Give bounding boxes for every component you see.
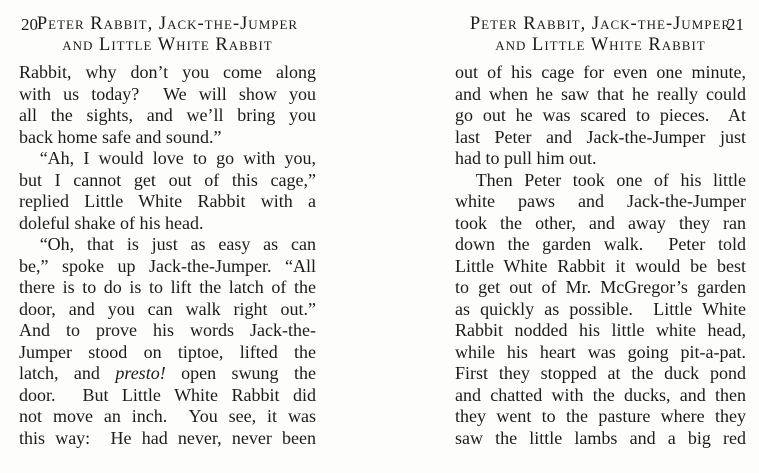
text-line bbox=[455, 127, 746, 149]
text-line bbox=[455, 320, 746, 342]
text-segment: not move an inch. You see, it was bbox=[19, 406, 316, 426]
body-text-left bbox=[19, 62, 316, 449]
text-segment: go out he was scared to pieces. At bbox=[455, 105, 746, 125]
text-segment: doleful shake of his head. bbox=[19, 212, 204, 233]
text-line bbox=[19, 256, 316, 278]
text-segment: all the sights, and we’ll bring you bbox=[19, 105, 316, 125]
text-line bbox=[455, 363, 746, 385]
body-text-right bbox=[455, 62, 746, 449]
text-line bbox=[19, 320, 316, 342]
text-segment: First they stopped at the duck pond bbox=[455, 363, 746, 383]
text-segment: latch, and bbox=[19, 363, 116, 383]
text-line bbox=[19, 406, 316, 428]
text-line bbox=[19, 234, 316, 256]
text-segment: as quickly as possible. Little White bbox=[455, 298, 746, 319]
text-line bbox=[19, 62, 316, 84]
text-line bbox=[455, 342, 746, 364]
text-line bbox=[19, 170, 316, 192]
text-line bbox=[455, 170, 746, 192]
text-line bbox=[455, 277, 746, 299]
text-line bbox=[455, 406, 746, 428]
text-line bbox=[19, 213, 316, 235]
text-line bbox=[19, 363, 316, 385]
running-head-left bbox=[19, 14, 316, 56]
text-line bbox=[19, 428, 316, 450]
text-segment: they went to the pasture where they bbox=[455, 406, 746, 426]
text-segment: replied Little White Rabbit with a bbox=[19, 191, 316, 211]
running-head-subtitle-right: and Little White Rabbit bbox=[495, 35, 706, 55]
text-segment: open swung the bbox=[165, 363, 316, 383]
text-line bbox=[455, 105, 746, 127]
text-segment: but I cannot get out of this cage,” bbox=[19, 169, 316, 190]
text-segment: And to prove his words Jack-the- bbox=[19, 320, 316, 340]
text-line bbox=[19, 148, 316, 170]
text-segment: be,” spoke up Jack-the-Jumper. “All bbox=[19, 255, 316, 276]
running-head-title-left: Peter Rabbit, Jack-the-Jumper bbox=[36, 14, 299, 34]
text-line bbox=[19, 299, 316, 321]
text-segment: “Oh, that is just as easy as can bbox=[39, 234, 316, 254]
text-segment: while his heart was going pit-a-pat. bbox=[455, 341, 746, 362]
text-segment: down the garden walk. Peter told bbox=[455, 234, 746, 254]
page-left bbox=[19, 0, 316, 449]
text-segment: to get out of Mr. McGregor’s garden bbox=[455, 277, 746, 297]
text-line bbox=[19, 277, 316, 299]
text-line bbox=[19, 342, 316, 364]
text-segment: Little White Rabbit it would be best bbox=[455, 255, 746, 276]
text-line bbox=[455, 148, 746, 170]
text-line bbox=[455, 299, 746, 321]
text-segment: this way: He had never, never been bbox=[19, 427, 316, 448]
text-segment: Then Peter took one of his little bbox=[475, 169, 746, 190]
text-line bbox=[19, 385, 316, 407]
text-line bbox=[19, 127, 316, 149]
running-head-title-right: Peter Rabbit, Jack-the-Jumper bbox=[469, 14, 732, 34]
running-head-subtitle-left: and Little White Rabbit bbox=[62, 35, 273, 55]
text-line bbox=[19, 84, 316, 106]
text-segment: “Ah, I would love to go with you, bbox=[39, 148, 316, 168]
text-line bbox=[455, 234, 746, 256]
text-line bbox=[455, 191, 746, 213]
text-segment: Jumper stood on tiptoe, lifted the bbox=[19, 341, 316, 362]
text-segment: saw the little lambs and a big red bbox=[455, 427, 746, 448]
text-line bbox=[455, 385, 746, 407]
text-line bbox=[455, 256, 746, 278]
text-segment: door. But Little White Rabbit did bbox=[19, 384, 316, 405]
running-head-right bbox=[455, 14, 746, 56]
text-line bbox=[455, 428, 746, 450]
text-segment: door, and you can walk right out.” bbox=[19, 298, 316, 319]
text-line bbox=[19, 105, 316, 127]
text-segment: white paws and Jack-the-Jumper bbox=[455, 191, 746, 211]
text-segment: took the other, and away they ran bbox=[455, 212, 746, 233]
text-segment: back home safe and sound.” bbox=[19, 126, 222, 147]
text-segment: Rabbit nodded his little white head, bbox=[455, 320, 746, 340]
text-segment: out of his cage for even one minute, bbox=[455, 62, 746, 82]
text-line bbox=[455, 62, 746, 84]
text-line bbox=[455, 213, 746, 235]
text-segment: and chatted with the ducks, and then bbox=[455, 384, 746, 405]
page-right bbox=[455, 0, 746, 449]
text-line bbox=[19, 191, 316, 213]
text-segment: had to pull him out. bbox=[455, 148, 597, 168]
text-segment: there is to do is to lift the latch of the bbox=[19, 277, 316, 297]
italic-text: presto! bbox=[115, 363, 166, 383]
text-segment: and when he saw that he really could bbox=[455, 83, 746, 104]
text-segment: with us today? We will show you bbox=[19, 83, 316, 104]
text-segment: last Peter and Jack-the-Jumper just bbox=[455, 126, 746, 147]
text-line bbox=[455, 84, 746, 106]
page-number-right: 21 bbox=[727, 15, 744, 34]
page-number-left: 20 bbox=[21, 15, 38, 34]
text-segment: Rabbit, why don’t you come along bbox=[19, 62, 316, 82]
